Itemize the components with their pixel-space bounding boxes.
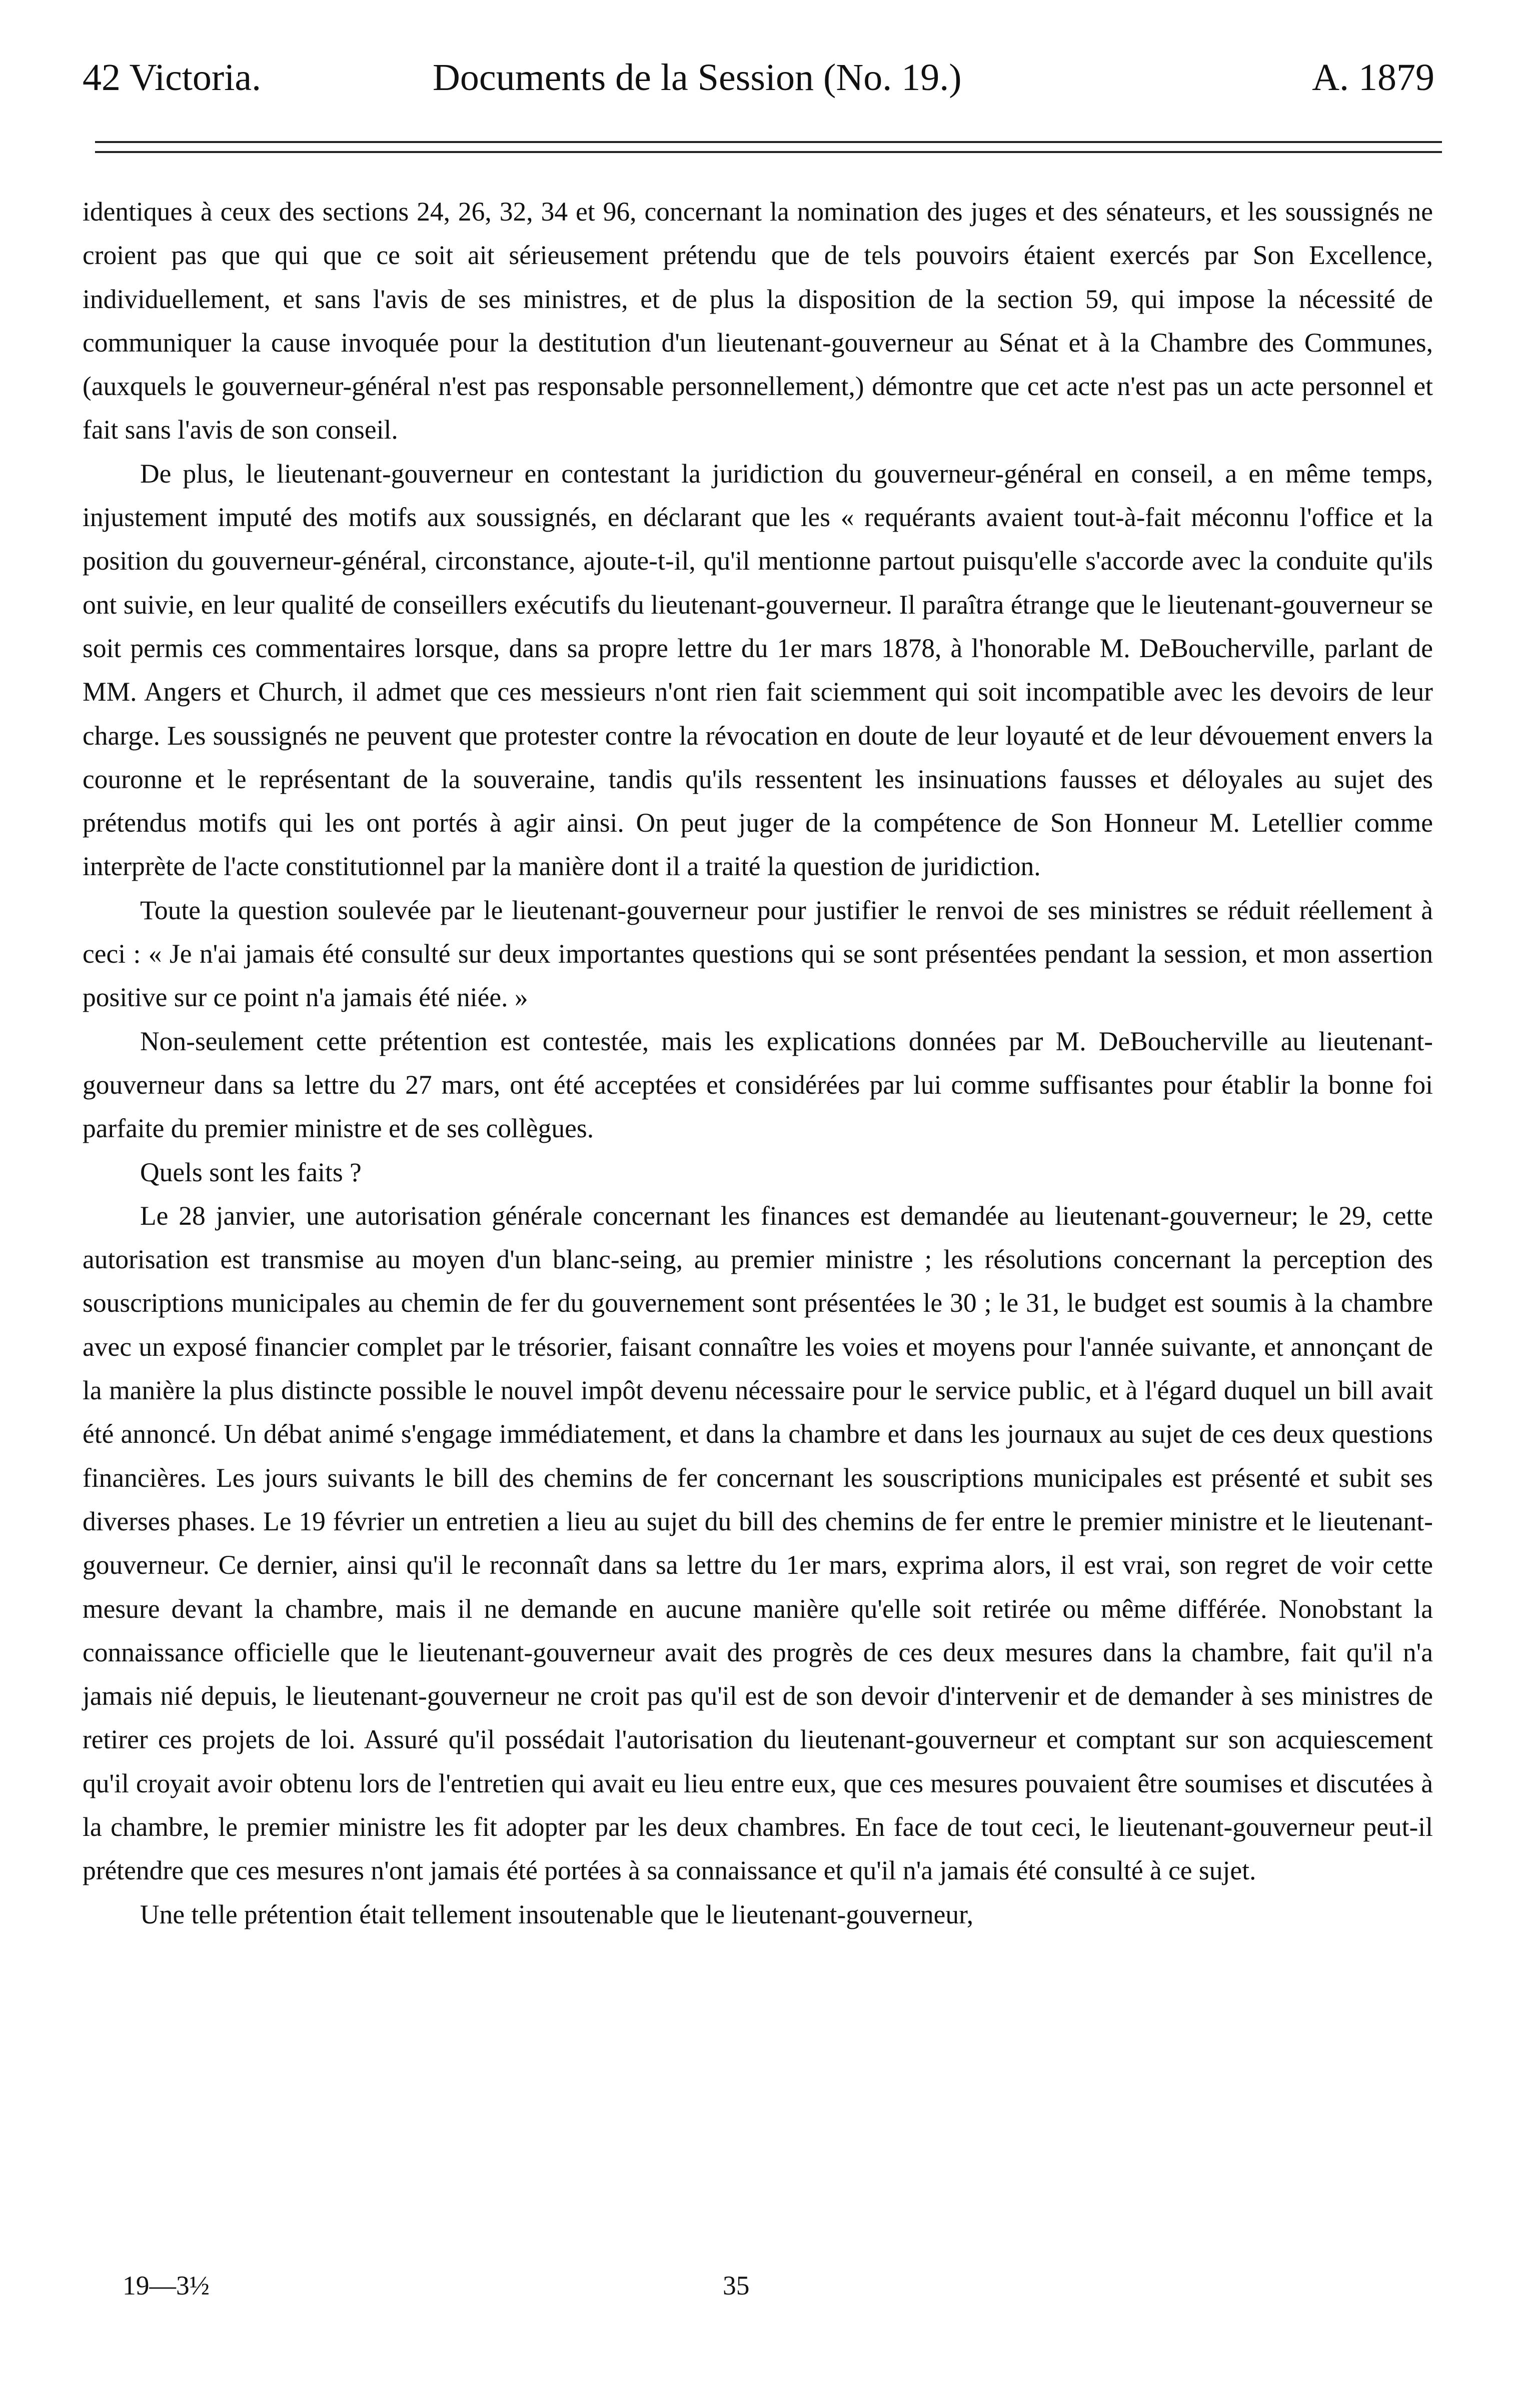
signature-mark: 19—3½ <box>123 2270 210 2300</box>
running-header <box>83 48 1434 108</box>
paragraph: De plus, le lieutenant-gouverneur en contestant la juridiction du gouverneur-général en conseil, a en même temps, injustement imputé des motifs aux soussignés, en déclarant que les « requérants avaient tout-à-fait méconnu l'office et la position du gouverneur-général, circonstance, ajoute-t-il, qu'il mentionne partout puisqu'elle s'accorde avec la conduite qu'ils ont suivie, en leur qualité de conseillers exécutifs du lieutenant-gouverneur. Il paraîtra étrange que le lieutenant-gouverneur se soit permis ces commentaires lorsque, dans sa propre lettre du 1er mars 1878, à l'honorable M. DeBoucherville, parlant de MM. Angers et Church, il admet que ces messieurs n'ont rien fait sciemment qui soit incompatible avec les devoirs de leur charge. Les soussignés ne peuvent que protester contre la révocation en doute de leur loyauté et de leur dévouement envers la couronne et le représentant de la souveraine, tandis qu'ils ressentent les insinuations fausses et déloyales au sujet des prétendus motifs qui les ont portés à agir ainsi. On peut juger de la compétence de Son Honneur M. Letellier comme interprète de l'acte constitutionnel par la manière dont il a traité la question de juridiction. <box>83 458 1433 882</box>
header-rule-lower <box>95 151 1442 153</box>
paragraph: Le 28 janvier, une autorisation générale concernant les finances est demandée au lieutenant-gouverneur; le 29, cette autorisation est transmise au moyen d'un blanc-seing, au premier ministre ; les résolutions concernant la perception des souscriptions municipales au chemin de fer du gouvernement sont présentées le 30 ; le 31, le budget est soumis à la chambre avec un exposé financier complet par le trésorier, faisant connaître les voies et moyens pour l'année suivante, et annonçant de la manière la plus distincte possible le nouvel impôt devenu nécessaire pour le service public, et à l'égard duquel un bill avait été annoncé. Un débat animé s'engage immédiatement, et dans la chambre et dans les journaux au sujet de ces deux questions financières. Les jours suivants le bill des chemins de fer concernant les souscriptions municipales est présenté et subit ses diverses phases. Le 19 février un entretien a lieu au sujet du bill des chemins de fer entre le premier ministre et le lieutenant-gouverneur. Ce dernier, ainsi qu'il le reconnaît dans sa lettre du 1er mars, exprima alors, il est vrai, son regret de voir cette mesure devant la chambre, mais il ne demande en aucune manière qu'elle soit retirée ou même différée. Nonobstant la connaissance officielle que le lieutenant-gouverneur avait des progrès de ces deux mesures dans la chambre, fait qu'il n'a jamais nié depuis, le lieutenant-gouverneur ne croit pas qu'il est de son devoir d'intervenir et de demander à ses ministres de retirer ces projets de loi. Assuré qu'il possédait l'autorisation du lieutenant-gouverneur et comptant sur son acquiescement qu'il croyait avoir obtenu lors de l'entretien qui avait eu lieu entre eux, que ces mesures pouvaient être soumises et discutées à la chambre, le premier ministre les fit adopter par les deux chambres. En face de tout ceci, le lieutenant-gouverneur peut-il prétendre que ces mesures n'ont jamais été portées à sa connaissance et qu'il n'a jamais été consulté à ce sujet. <box>83 1200 1433 1886</box>
body-text <box>83 190 1433 1936</box>
header-title: Documents de la Session (No. 19.) <box>433 57 962 99</box>
page-number: 35 <box>723 2270 750 2300</box>
paragraph: identiques à ceux des sections 24, 26, 32, 34 et 96, concernant la nomination des juges et des sénateurs, et les soussignés ne croient pas que qui que ce soit ait sérieusement prétendu que de tels pouvoirs étaient exercés par Son Excellence, individuellement, et sans l'avis de ses ministres, et de plus la disposition de la section 59, qui impose la nécessité de communiquer la cause invoquée pour la destitution d'un lieutenant-gouverneur au Sénat et à la Chambre des Communes, (auxquels le gouverneur-général n'est pas responsable personnellement,) démontre que cet acte n'est pas un acte personnel et fait sans l'avis de son conseil. <box>83 197 1433 445</box>
paragraph: Toute la question soulevée par le lieutenant-gouverneur pour justifier le renvoi de ses ministres se réduit réellement à ceci : « Je n'ai jamais été consulté sur deux importantes questions qui se sont présentées pendant la session, et mon assertion positive sur ce point n'a jamais été niée. » <box>83 895 1433 1013</box>
paragraph: Non-seulement cette prétention est contestée, mais les explications données par M. DeBoucherville au lieutenant-gouverneur dans sa lettre du 27 mars, ont été acceptées et considérées par lui comme suffisantes pour établir la bonne foi parfaite du premier ministre et de ses collègues. <box>83 1026 1433 1144</box>
header-year: A. 1879 <box>1312 57 1434 99</box>
paragraph: Une telle prétention était tellement insoutenable que le lieutenant-gouverneur, <box>140 1899 974 1929</box>
header-volume: 42 Victoria. <box>83 57 262 99</box>
page-footer <box>83 2260 1434 2310</box>
header-rule-upper <box>95 141 1442 143</box>
paragraph: Quels sont les faits ? <box>140 1157 362 1187</box>
